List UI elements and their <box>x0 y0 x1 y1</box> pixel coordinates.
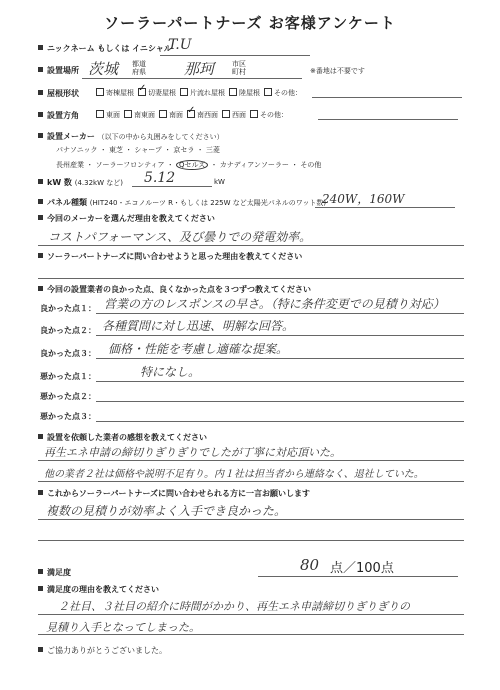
direction-option-1 <box>120 111 155 119</box>
direction-option-2 <box>155 111 183 119</box>
kw-unit: kW <box>214 178 225 186</box>
good-3-line <box>96 358 464 359</box>
checkmark-icon: ✓ <box>138 83 147 94</box>
roof-shape-option-label: 片流れ屋根 <box>190 89 225 97</box>
kw-underline <box>132 186 212 187</box>
nickname-value: T.U <box>168 37 192 53</box>
roof-shape-option-2 <box>176 89 225 97</box>
maker-circled: Qセルズ <box>176 160 208 170</box>
direction-other-line <box>318 119 458 120</box>
direction-option-label: 南東面 <box>134 111 155 119</box>
roof-shape-option-3 <box>225 89 260 97</box>
decision-answer-1: 再生エネ申請の締切りぎりぎりでしたが丁寧に対応頂いた。 <box>44 446 341 459</box>
good-1-label: 良かった点１： <box>40 304 96 313</box>
bad-3-label: 悪かった点３： <box>40 412 96 421</box>
good-2-line <box>96 335 464 336</box>
good-1-answer: 営業の方のレスポンスの早さ。（特に条件変更での見積り対応） <box>104 297 445 311</box>
good-3-label: 良かった点３： <box>40 349 96 358</box>
satisfaction-label: 満足度 <box>38 567 71 578</box>
checkbox-icon <box>159 110 167 118</box>
checkbox-icon <box>187 105 196 118</box>
maker-list-line1: パナソニック ・ 東芝 ・ シャープ ・ 京セラ ・ 三菱 <box>56 146 220 154</box>
location-pref-unit: 都道府県 <box>132 60 146 76</box>
bad-1-label: 悪かった点１： <box>40 372 96 381</box>
sat-reason-label: 満足度の理由を教えてください <box>38 584 159 595</box>
advice-line-2 <box>38 540 464 541</box>
sat-reason-answer-2: 見積り入手となってしまった。 <box>46 621 200 634</box>
direction-option-label: 南面 <box>169 111 183 119</box>
bad-2-label: 悪かった点２： <box>40 392 96 401</box>
direction-options <box>92 105 288 120</box>
direction-option-label: その他： <box>260 111 288 119</box>
bad-1-line <box>96 381 464 382</box>
checkmark-icon: ✓ <box>187 105 196 116</box>
footer-thanks: ご協力ありがとうございました。 <box>38 645 167 656</box>
decision-label: 設置を依頼した業者の感想を教えてください <box>38 432 207 443</box>
maker-list-line2: 長州産業 ・ ソーラーフロンティア ・ Qセルズ ・ カナディアンソーラー ・ その他 <box>56 161 322 169</box>
checkbox-icon <box>96 110 104 118</box>
page-title: ソーラーパートナーズ お客様アンケート <box>104 14 396 32</box>
nickname-underline <box>160 55 310 56</box>
nickname-label: ニックネーム もしくは イニシャル <box>38 43 172 54</box>
roof-shape-options <box>92 83 302 98</box>
roof-other-line <box>312 97 462 98</box>
location-note: ※番地は不要です <box>310 67 365 75</box>
location-underline <box>82 78 302 79</box>
checkbox-icon <box>222 110 230 118</box>
good-3-answer: 価格・性能を考慮し適確な提案。 <box>108 342 289 356</box>
bad-2-line <box>96 401 464 402</box>
good-1-line <box>96 313 464 314</box>
checkbox-icon <box>96 88 104 96</box>
good-2-label: 良かった点２： <box>40 326 96 335</box>
direction-option-label: 西面 <box>232 111 246 119</box>
checkbox-icon <box>124 110 132 118</box>
reason-label: 今回のメーカーを選んだ理由を教えてください <box>38 213 215 224</box>
checkbox-icon <box>138 83 147 96</box>
direction-option-4 <box>218 111 246 119</box>
location-label: 設置場所 <box>38 65 79 76</box>
bad-3-line <box>96 421 464 422</box>
advice-line-1 <box>38 519 464 520</box>
direction-option-0 <box>92 111 120 119</box>
decision-line-1 <box>38 460 464 461</box>
kw-value: 5.12 <box>144 170 176 186</box>
roof-shape-label: 屋根形状 <box>38 88 79 99</box>
satisfaction-suffix: 点／100点 <box>330 561 394 576</box>
direction-option-label: 南西面 <box>197 111 218 119</box>
location-city-unit: 市区町村 <box>232 60 246 76</box>
inquiry-line <box>38 278 464 279</box>
location-pref: 茨城 <box>88 60 119 78</box>
direction-option-label: 東面 <box>106 111 120 119</box>
points-label: 今回の設置業者の良かった点、良くなかった点を３つずつ教えてください <box>38 284 311 295</box>
roof-shape-option-1 <box>134 83 176 97</box>
roof-shape-option-label: 寄棟屋根 <box>106 89 134 97</box>
roof-shape-option-0 <box>92 89 134 97</box>
advice-label: これからソーラーパートナーズに問い合わせられる方に一言お願いします <box>38 488 310 499</box>
decision-answer-2: 他の業者２社は価格や説明不足有り。内１社は担当者から連絡なく、退社していた。 <box>44 469 424 480</box>
checkbox-icon <box>180 88 188 96</box>
checkbox-icon <box>264 88 272 96</box>
direction-option-5 <box>246 111 288 119</box>
roof-shape-option-label: 陸屋根 <box>239 89 260 97</box>
inquiry-label: ソーラーパートナーズに問い合わせようと思った理由を教えてください <box>38 251 302 262</box>
panel-value: 240W，160W <box>322 192 405 206</box>
sat-reason-answer-1: ２社目、３社目の紹介に時間がかかり、再生エネ申請締切りぎりぎりの <box>58 600 410 613</box>
maker-label: 設置メーカー （以下の中から丸囲みをしてください） <box>38 131 224 142</box>
direction-label: 設置方角 <box>38 110 79 121</box>
roof-shape-option-label: 切妻屋根 <box>148 89 176 97</box>
checkbox-icon <box>229 88 237 96</box>
kw-label: kW 数 (4.32kW など) <box>38 177 123 188</box>
roof-shape-option-4 <box>260 89 302 97</box>
decision-line-2 <box>38 481 464 482</box>
location-city: 那珂 <box>184 60 215 78</box>
sat-reason-line-2 <box>38 634 464 635</box>
advice-answer: 複数の見積りが効率よく入手でき良かった。 <box>46 504 287 518</box>
checkbox-icon <box>250 110 258 118</box>
roof-shape-option-label: その他： <box>274 89 302 97</box>
direction-option-3 <box>183 105 218 119</box>
panel-underline <box>315 207 455 208</box>
reason-line <box>38 245 464 246</box>
satisfaction-underline <box>258 576 458 577</box>
reason-answer: コストパフォーマンス、及び曇りでの発電効率。 <box>48 230 312 244</box>
bad-1-answer: 特になし。 <box>140 365 201 379</box>
panel-label: パネル種類 (HIT240・エコノルーツ R・もしくは 225W など太陽光パネルのワット数) <box>38 197 326 208</box>
satisfaction-value: 80 <box>300 556 320 574</box>
good-2-answer: 各種質問に対し迅速、明解な回答。 <box>102 319 295 333</box>
sat-reason-line-1 <box>38 614 464 615</box>
